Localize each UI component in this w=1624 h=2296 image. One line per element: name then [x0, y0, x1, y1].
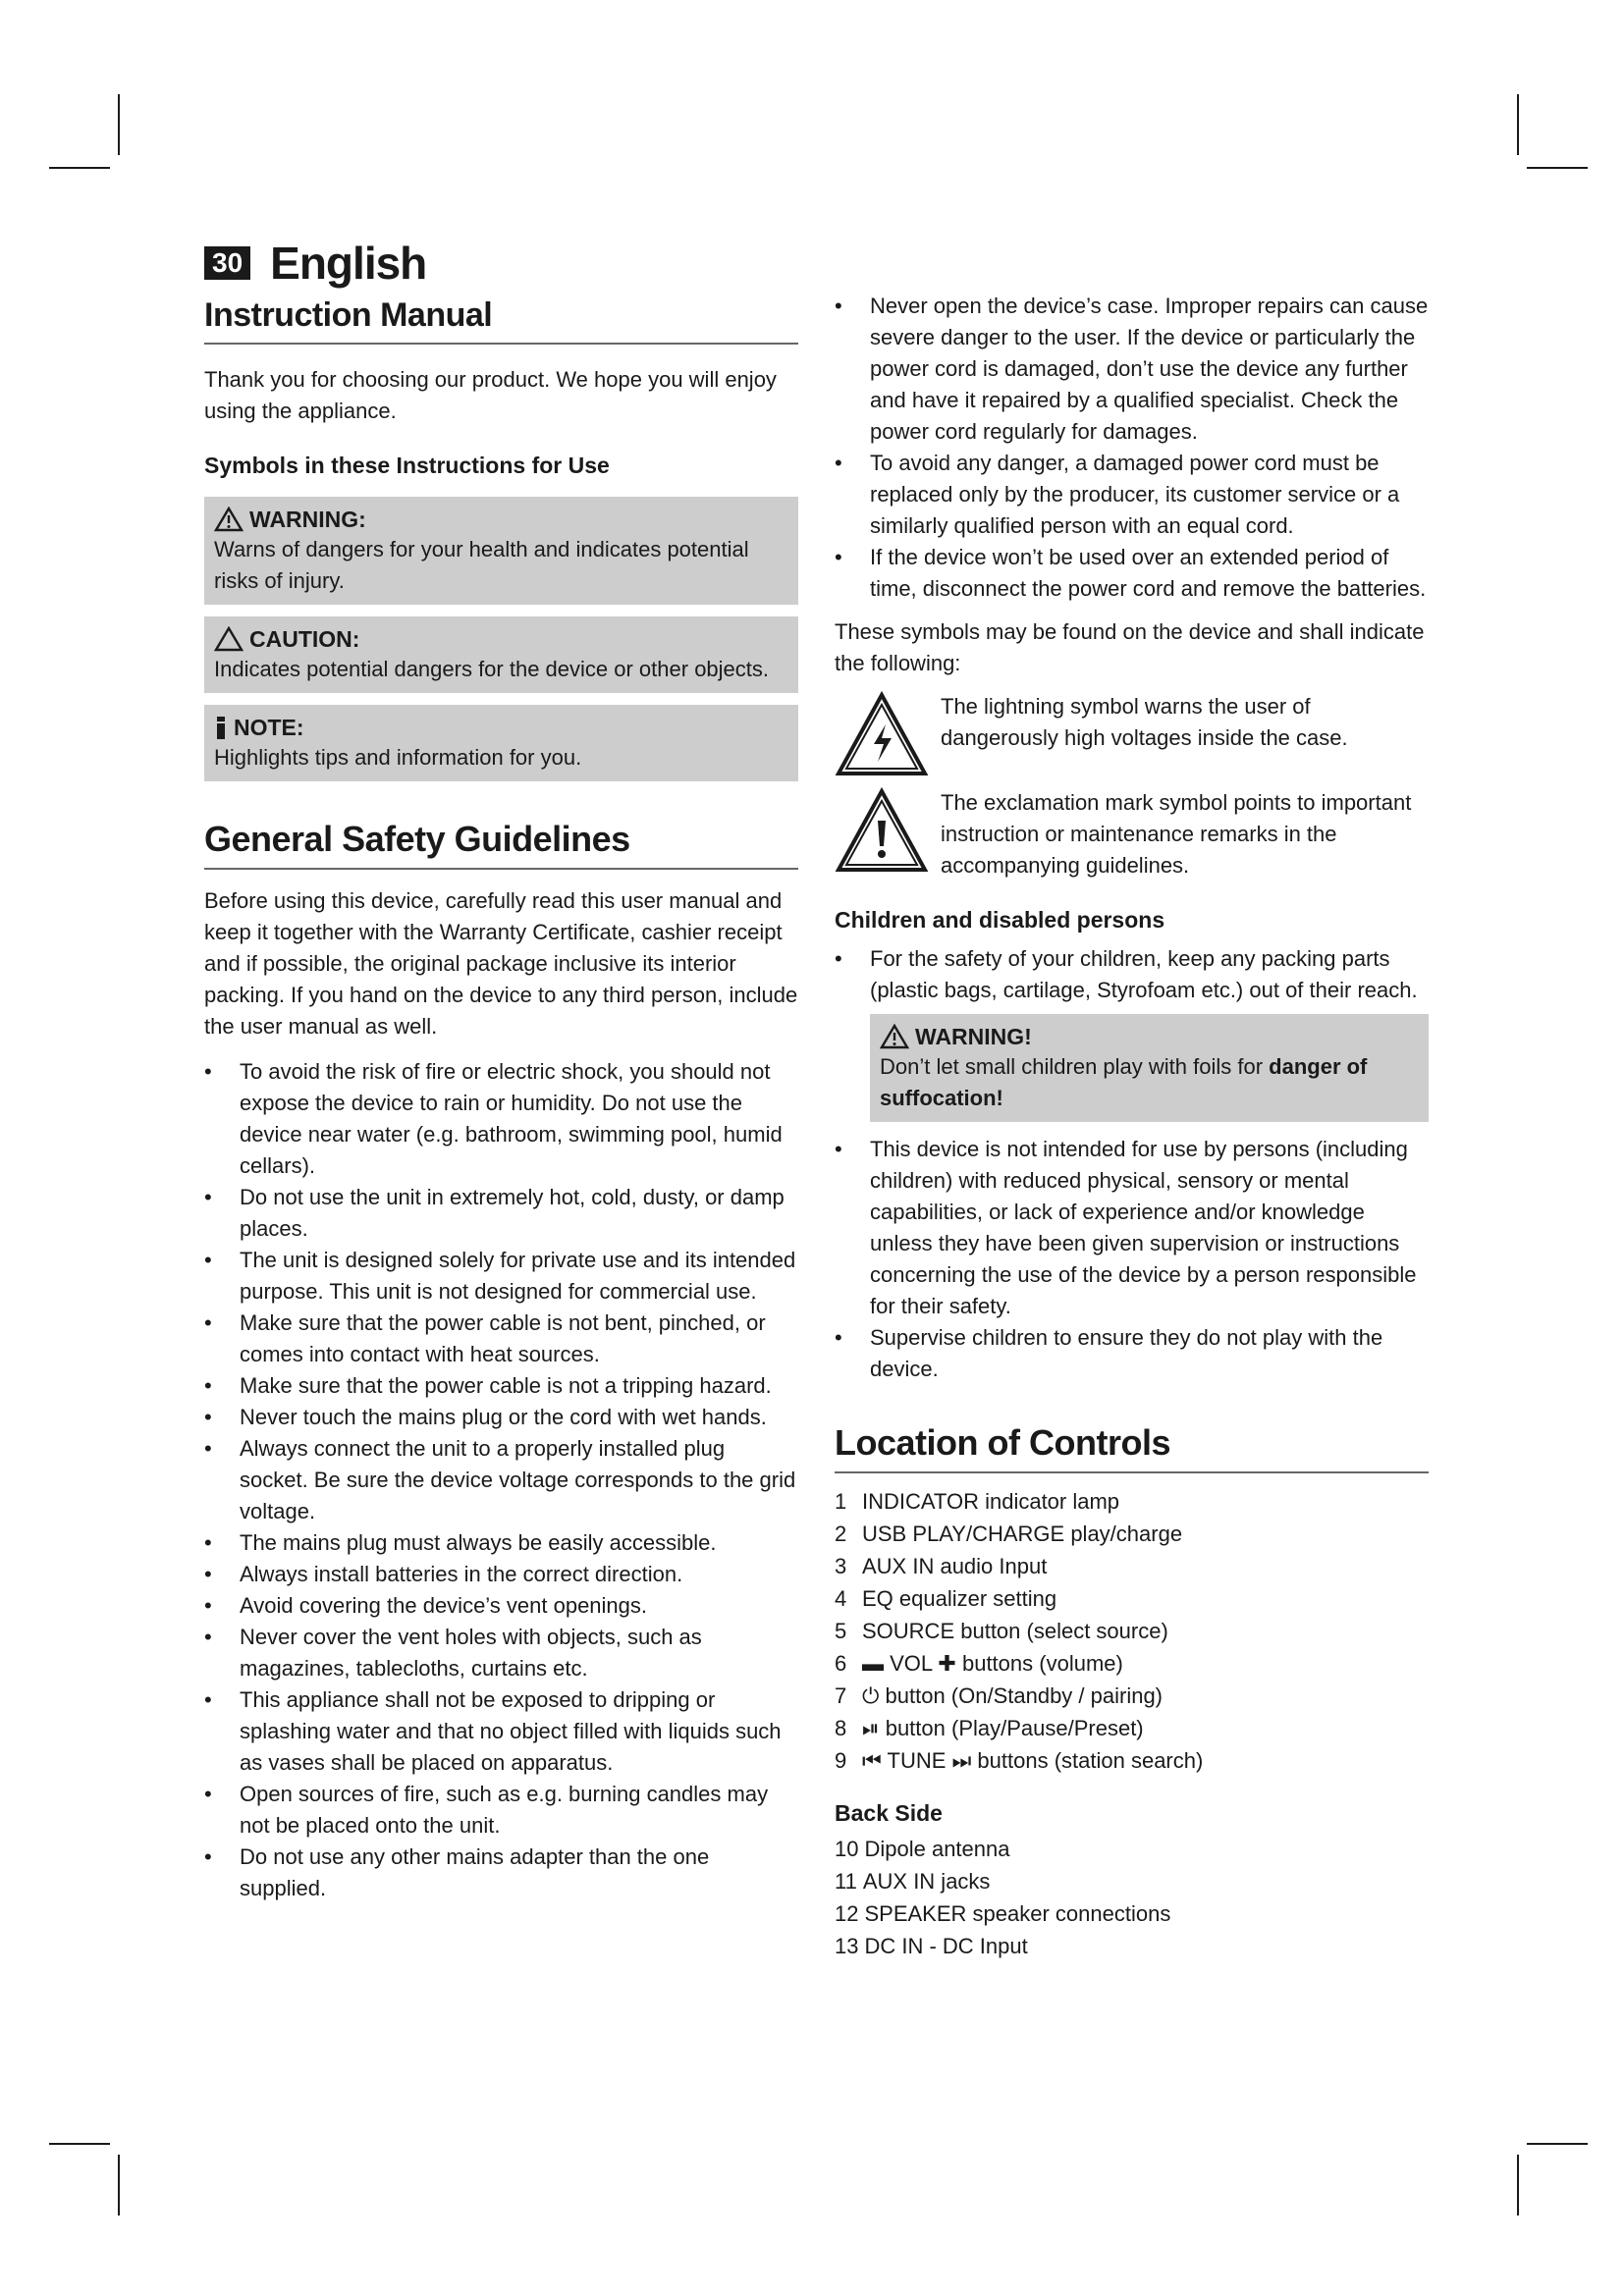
list-item: 12 SPEAKER speaker connections — [835, 1901, 1171, 1926]
note-box — [204, 705, 798, 781]
list-item: • Do not use the unit in extremely hot, cold, dusty, or damp places. — [204, 1185, 785, 1241]
list-item: 7 ⏻ button (On/Standby / pairing) — [835, 1683, 1164, 1708]
controls-title: Location of Controls — [835, 1422, 1429, 1473]
note-text: Highlights tips and information for you. — [214, 745, 582, 770]
list-item: 1 INDICATOR indicator lamp — [835, 1489, 1120, 1514]
controls-list — [835, 1485, 1429, 1777]
caution-box — [204, 616, 798, 693]
crop-mark — [118, 2155, 120, 2216]
instruction-manual-title: Instruction Manual — [204, 296, 798, 345]
lightning-text: The lightning symbol warns the user of dangerously high voltages inside the case. — [941, 694, 1348, 750]
page-number: 30 — [204, 246, 250, 280]
list-item: • Make sure that the power cable is not bent, pinched, or comes into contact with heat sources. — [204, 1310, 766, 1366]
list-item: • To avoid the risk of fire or electric shock, you should not expose the device to rain or humidity. Do not use the device near water (e.g. bathroom, swimming pool, humid cellars). — [204, 1059, 783, 1178]
page-header — [204, 236, 798, 291]
list-item: 3 AUX IN audio Input — [835, 1554, 1048, 1578]
exclamation-text: The exclamation mark symbol points to important instruction or maintenance remarks in the accompanying guidelines. — [941, 790, 1412, 878]
back-side-list — [835, 1833, 1429, 1962]
list-item: • Avoid covering the device’s vent openings. — [204, 1593, 648, 1618]
list-item: • If the device won’t be used over an extended period of time, disconnect the power cord and remove the batteries. — [835, 545, 1427, 601]
list-item: 6 ▬ VOL ✚ buttons (volume) — [835, 1651, 1123, 1676]
list-item: • Always install batteries in the correct direction. — [204, 1562, 683, 1586]
left-column — [204, 236, 798, 1904]
list-item: 9 ⏮ TUNE ⏭ buttons (station search) — [835, 1748, 1204, 1773]
list-item: 8 ⏯ button (Play/Pause/Preset) — [835, 1716, 1144, 1740]
children-list — [835, 943, 1429, 1006]
caution-triangle-icon — [214, 626, 244, 652]
caution-title: CAUTION: — [249, 626, 360, 652]
children-warning-text: Don’t let small children play with foils for danger of suffocation! — [880, 1054, 1368, 1110]
crop-mark — [49, 2143, 110, 2145]
back-side-heading: Back Side — [835, 1800, 943, 1826]
list-item: • The mains plug must always be easily accessible. — [204, 1530, 717, 1555]
right-column — [835, 291, 1429, 1962]
safety-list-continued — [835, 291, 1429, 605]
list-item: • For the safety of your children, keep any packing parts (plastic bags, cartilage, Styrofoam etc.) out of their reach. — [835, 946, 1418, 1002]
safety-list — [204, 1056, 798, 1904]
crop-mark — [49, 167, 110, 169]
list-item: • Always connect the unit to a properly installed plug socket. Be sure the device voltage corresponds to the grid voltage. — [204, 1436, 796, 1523]
list-item: 11 AUX IN jacks — [835, 1869, 991, 1894]
warning-title: WARNING: — [249, 507, 366, 532]
symbols-text: These symbols may be found on the device and shall indicate the following: — [835, 619, 1425, 675]
list-item: • To avoid any danger, a damaged power cord must be replaced only by the producer, its customer service or a similarly qualified person with an equal cord. — [835, 451, 1400, 538]
list-item: • Make sure that the power cable is not a tripping hazard. — [204, 1373, 772, 1398]
safety-title: General Safety Guidelines — [204, 819, 798, 870]
list-item: 5 SOURCE button (select source) — [835, 1619, 1168, 1643]
list-item: • Never open the device’s case. Improper repairs can cause severe danger to the user. If the device or particularly the power cord is damaged, don’t use the device any further and have it repaired by a qualified specialist. Check the power cord regularly for damages. — [835, 294, 1429, 444]
list-item: • Open sources of fire, such as e.g. burning candles may not be placed onto the unit. — [204, 1782, 769, 1838]
symbols-heading: Symbols in these Instructions for Use — [204, 453, 610, 478]
children-heading: Children and disabled persons — [835, 907, 1165, 933]
children-list-continued — [835, 1134, 1429, 1385]
warning-triangle-icon — [214, 507, 244, 532]
info-icon — [214, 715, 228, 740]
warning-box — [204, 497, 798, 605]
list-item: • Do not use any other mains adapter than the one supplied. — [204, 1844, 710, 1900]
exclamation-symbol-row — [835, 787, 1429, 881]
caution-text: Indicates potential dangers for the device or other objects. — [214, 657, 770, 681]
list-item: 10 Dipole antenna — [835, 1837, 1010, 1861]
crop-mark — [1517, 2155, 1519, 2216]
list-item: • This device is not intended for use by persons (including children) with reduced physical, sensory or mental capabilities, or lack of experience and/or knowledge unless they have been given supervision or instructions concerning the use of the device by a person responsible for their safety. — [835, 1137, 1417, 1318]
note-title: NOTE: — [234, 715, 304, 740]
list-item: 4 EQ equalizer setting — [835, 1586, 1057, 1611]
list-item: • This appliance shall not be exposed to dripping or splashing water and that no object filled with liquids such as vases shall be placed on apparatus. — [204, 1687, 782, 1775]
crop-mark — [118, 94, 120, 155]
children-warning-box — [870, 1014, 1429, 1122]
crop-mark — [1527, 167, 1588, 169]
warning-triangle-icon — [880, 1024, 909, 1049]
list-item: • The unit is designed solely for private use and its intended purpose. This unit is not designed for commercial use. — [204, 1248, 796, 1304]
list-item: • Supervise children to ensure they do not play with the device. — [835, 1325, 1383, 1381]
list-item: 13 DC IN - DC Input — [835, 1934, 1028, 1958]
lightning-symbol-row — [835, 691, 1429, 777]
list-item: • Never cover the vent holes with objects, such as magazines, tablecloths, curtains etc. — [204, 1625, 702, 1681]
language-title: English — [270, 238, 427, 289]
list-item: 2 USB PLAY/CHARGE play/charge — [835, 1522, 1183, 1546]
crop-mark — [1527, 2143, 1588, 2145]
children-warning-title: WARNING! — [915, 1024, 1032, 1049]
list-item: • Never touch the mains plug or the cord with wet hands. — [204, 1405, 767, 1429]
lightning-triangle-icon — [835, 691, 929, 777]
intro-text: Thank you for choosing our product. We hope you will enjoy using the appliance. — [204, 367, 777, 423]
warning-text: Warns of dangers for your health and indicates potential risks of injury. — [214, 537, 749, 593]
safety-intro: Before using this device, carefully read this user manual and keep it together with the Warranty Certificate, cashier receipt and if possible, the original package inclusive its interior packing. If you hand on the device to any third person, include the user manual as well. — [204, 888, 798, 1039]
exclamation-triangle-icon — [835, 787, 929, 874]
crop-mark — [1517, 94, 1519, 155]
